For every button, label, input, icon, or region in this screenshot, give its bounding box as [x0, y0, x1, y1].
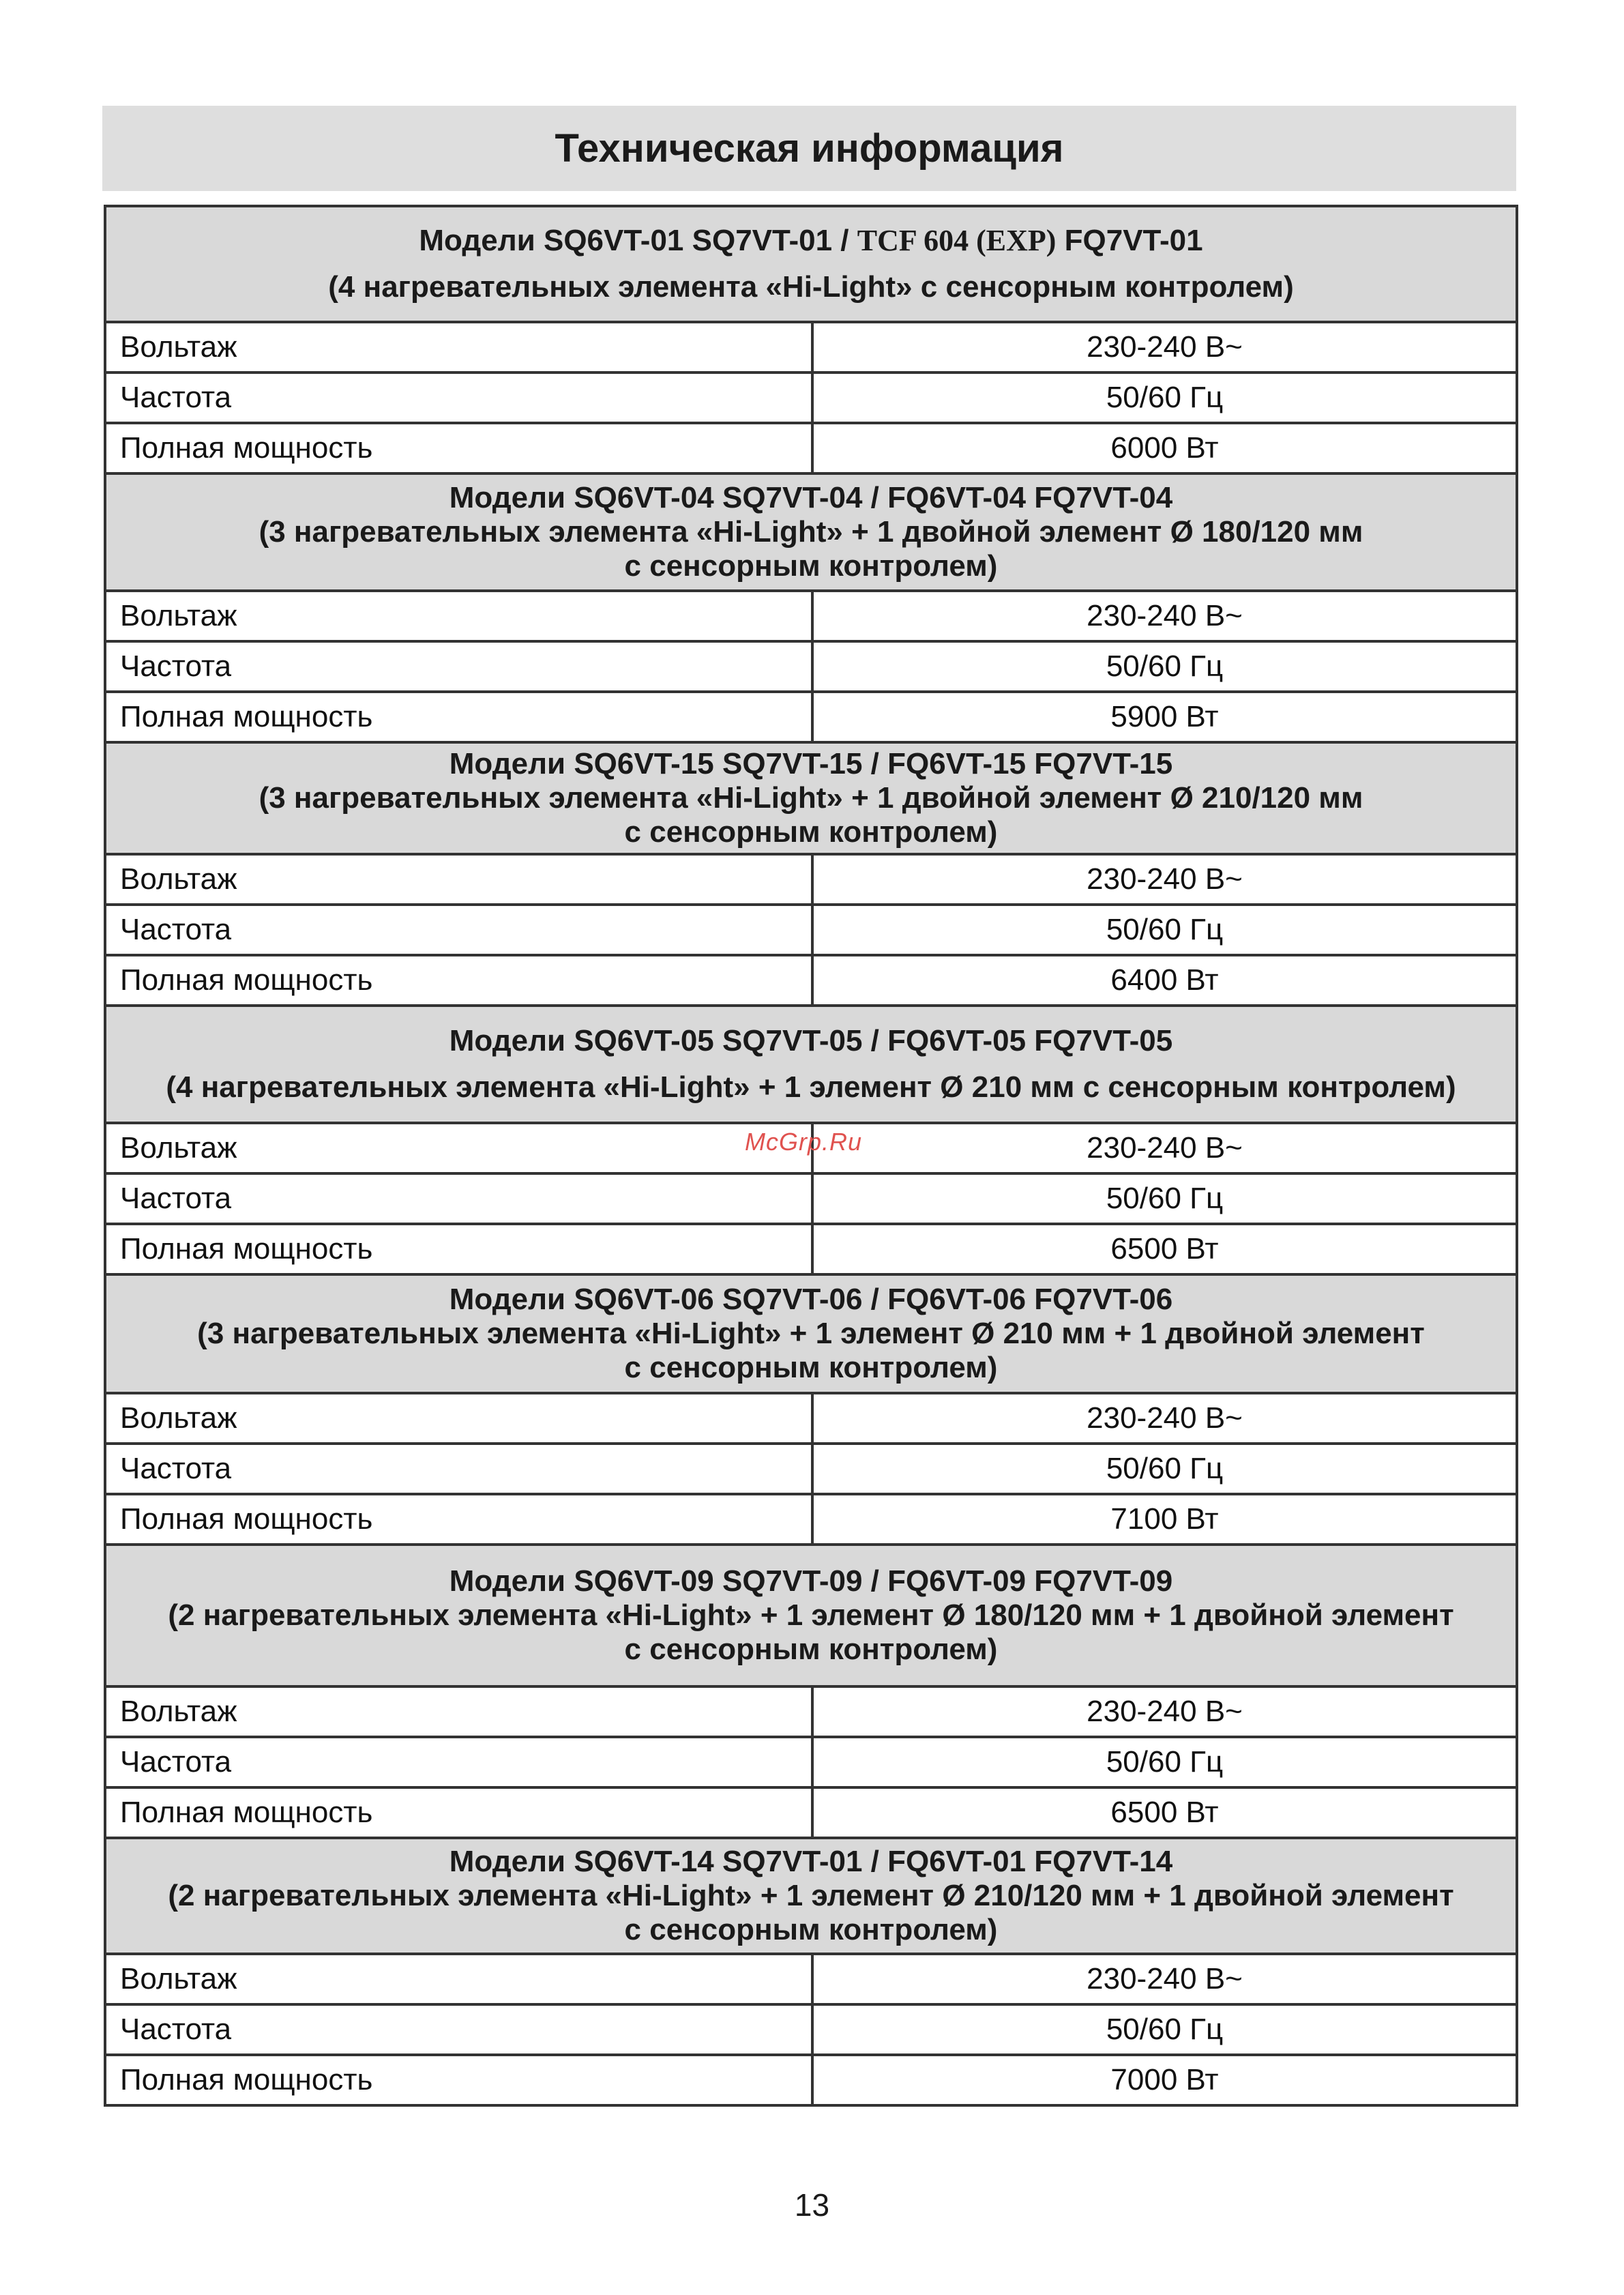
spec-row — [105, 692, 1517, 742]
spec-row — [105, 1494, 1517, 1545]
model-name — [106, 1564, 1516, 1598]
model-description-line: (4 нагревательных элемента «Hi-Light» + 1 элемент Ø 210 мм с сенсорным контролем) — [166, 1070, 1456, 1104]
spec-label: Полная мощность — [105, 1224, 812, 1274]
spec-value: 230-240 В~ — [812, 591, 1517, 641]
spec-label: Вольтаж — [105, 322, 812, 372]
spec-value: 6000 Вт — [812, 423, 1517, 473]
spec-value: 230-240 В~ — [812, 322, 1517, 372]
model-description-line: с сенсорным контролем) — [624, 549, 998, 583]
spec-label: Вольтаж — [105, 1954, 812, 2004]
model-name-text: Модели SQ6VT-01 SQ7VT-01 / — [419, 224, 857, 257]
spec-row — [105, 322, 1517, 372]
spec-value: 50/60 Гц — [812, 1444, 1517, 1494]
model-header-row — [105, 473, 1517, 591]
spec-value: 230-240 В~ — [812, 1393, 1517, 1444]
spec-label: Вольтаж — [105, 1123, 812, 1173]
spec-row — [105, 1737, 1517, 1787]
spec-label: Вольтаж — [105, 1393, 812, 1444]
spec-value: 50/60 Гц — [812, 2004, 1517, 2055]
model-name-text: Модели SQ6VT-15 SQ7VT-15 / FQ6VT-15 FQ7VT-15 — [449, 747, 1173, 780]
spec-row — [105, 591, 1517, 641]
model-header — [105, 1274, 1517, 1393]
spec-value: 50/60 Гц — [812, 372, 1517, 423]
model-header — [105, 742, 1517, 854]
spec-row — [105, 854, 1517, 905]
model-header-row — [105, 742, 1517, 854]
spec-label: Полная мощность — [105, 1494, 812, 1545]
model-header — [105, 1545, 1517, 1686]
spec-label: Частота — [105, 905, 812, 955]
model-header — [105, 1838, 1517, 1954]
model-name-text: Модели SQ6VT-04 SQ7VT-04 / FQ6VT-04 FQ7VT-04 — [449, 481, 1173, 514]
spec-value: 50/60 Гц — [812, 905, 1517, 955]
model-description-line: (2 нагревательных элемента «Hi-Light» + 1 элемент Ø 210/120 мм + 1 двойной элемент — [168, 1879, 1454, 1912]
spec-label: Вольтаж — [105, 1686, 812, 1737]
spec-row — [105, 1444, 1517, 1494]
spec-value: 50/60 Гц — [812, 1737, 1517, 1787]
spec-value: 5900 Вт — [812, 692, 1517, 742]
spec-value: 230-240 В~ — [812, 1686, 1517, 1737]
model-description-line: (3 нагревательных элемента «Hi-Light» + 1 элемент Ø 210 мм + 1 двойной элемент — [197, 1317, 1425, 1350]
spec-row — [105, 1686, 1517, 1737]
model-name-text: Модели SQ6VT-05 SQ7VT-05 / FQ6VT-05 FQ7VT-05 — [449, 1024, 1173, 1057]
model-description-line: с сенсорным контролем) — [624, 1351, 998, 1384]
model-header — [105, 206, 1517, 322]
spec-label: Частота — [105, 641, 812, 692]
model-name — [106, 747, 1516, 781]
spec-label: Частота — [105, 1444, 812, 1494]
spec-row — [105, 423, 1517, 473]
spec-row — [105, 955, 1517, 1006]
spec-label: Частота — [105, 2004, 812, 2055]
watermark: McGrp.Ru — [745, 1128, 863, 1156]
spec-row — [105, 2004, 1517, 2055]
spec-row — [105, 1787, 1517, 1838]
spec-row — [105, 372, 1517, 423]
spec-label: Полная мощность — [105, 955, 812, 1006]
spec-label: Полная мощность — [105, 1787, 812, 1838]
spec-label: Вольтаж — [105, 591, 812, 641]
model-name — [106, 481, 1516, 515]
page-title: Техническая информация — [102, 106, 1516, 191]
model-description-line: с сенсорным контролем) — [624, 1633, 998, 1666]
model-name-serif-text: TCF 604 (EXP) — [857, 224, 1057, 257]
model-name-text: Модели SQ6VT-14 SQ7VT-01 / FQ6VT-01 FQ7VT-14 — [449, 1845, 1173, 1878]
spec-value: 6400 Вт — [812, 955, 1517, 1006]
spec-value: 230-240 В~ — [812, 1954, 1517, 2004]
model-description-line: (2 нагревательных элемента «Hi-Light» + 1 элемент Ø 180/120 мм + 1 двойной элемент — [168, 1598, 1454, 1632]
spec-row — [105, 1173, 1517, 1224]
model-header-row — [105, 1274, 1517, 1393]
spec-label: Полная мощность — [105, 423, 812, 473]
spec-row — [105, 1954, 1517, 2004]
spec-value: 50/60 Гц — [812, 641, 1517, 692]
model-description-line: (4 нагревательных элемента «Hi-Light» с сенсорным контролем) — [328, 270, 1294, 304]
spec-row — [105, 905, 1517, 955]
spec-row — [105, 1393, 1517, 1444]
model-description-line: с сенсорным контролем) — [624, 1913, 998, 1946]
model-name-tail-text: FQ7VT-01 — [1056, 224, 1203, 257]
model-description-line: с сенсорным контролем) — [624, 815, 998, 849]
spec-value: 6500 Вт — [812, 1787, 1517, 1838]
model-name — [106, 218, 1516, 264]
spec-label: Частота — [105, 1737, 812, 1787]
spec-value: 6500 Вт — [812, 1224, 1517, 1274]
spec-row — [105, 2055, 1517, 2105]
spec-value: 230-240 В~ — [812, 854, 1517, 905]
spec-value: 7100 Вт — [812, 1494, 1517, 1545]
model-header-row — [105, 1545, 1517, 1686]
spec-label: Полная мощность — [105, 692, 812, 742]
model-name-text: Модели SQ6VT-09 SQ7VT-09 / FQ6VT-09 FQ7VT-09 — [449, 1564, 1173, 1598]
spec-value: 230-240 В~ — [812, 1123, 1517, 1173]
model-header — [105, 473, 1517, 591]
model-header-row — [105, 1006, 1517, 1123]
model-description-line: (3 нагревательных элемента «Hi-Light» + 1 двойной элемент Ø 210/120 мм — [259, 781, 1363, 815]
model-name — [106, 1283, 1516, 1317]
model-header-row — [105, 206, 1517, 322]
model-header — [105, 1006, 1517, 1123]
model-description-line: (3 нагревательных элемента «Hi-Light» + 1 двойной элемент Ø 180/120 мм — [259, 515, 1363, 549]
spec-row — [105, 641, 1517, 692]
model-name — [106, 1018, 1516, 1064]
spec-row — [105, 1224, 1517, 1274]
model-header-row — [105, 1838, 1517, 1954]
spec-label: Частота — [105, 372, 812, 423]
spec-value: 50/60 Гц — [812, 1173, 1517, 1224]
spec-label: Частота — [105, 1173, 812, 1224]
spec-label: Вольтаж — [105, 854, 812, 905]
spec-label: Полная мощность — [105, 2055, 812, 2105]
model-name — [106, 1845, 1516, 1879]
spec-value: 7000 Вт — [812, 2055, 1517, 2105]
page-number: 13 — [794, 2187, 830, 2223]
model-name-text: Модели SQ6VT-06 SQ7VT-06 / FQ6VT-06 FQ7VT-06 — [449, 1283, 1173, 1316]
